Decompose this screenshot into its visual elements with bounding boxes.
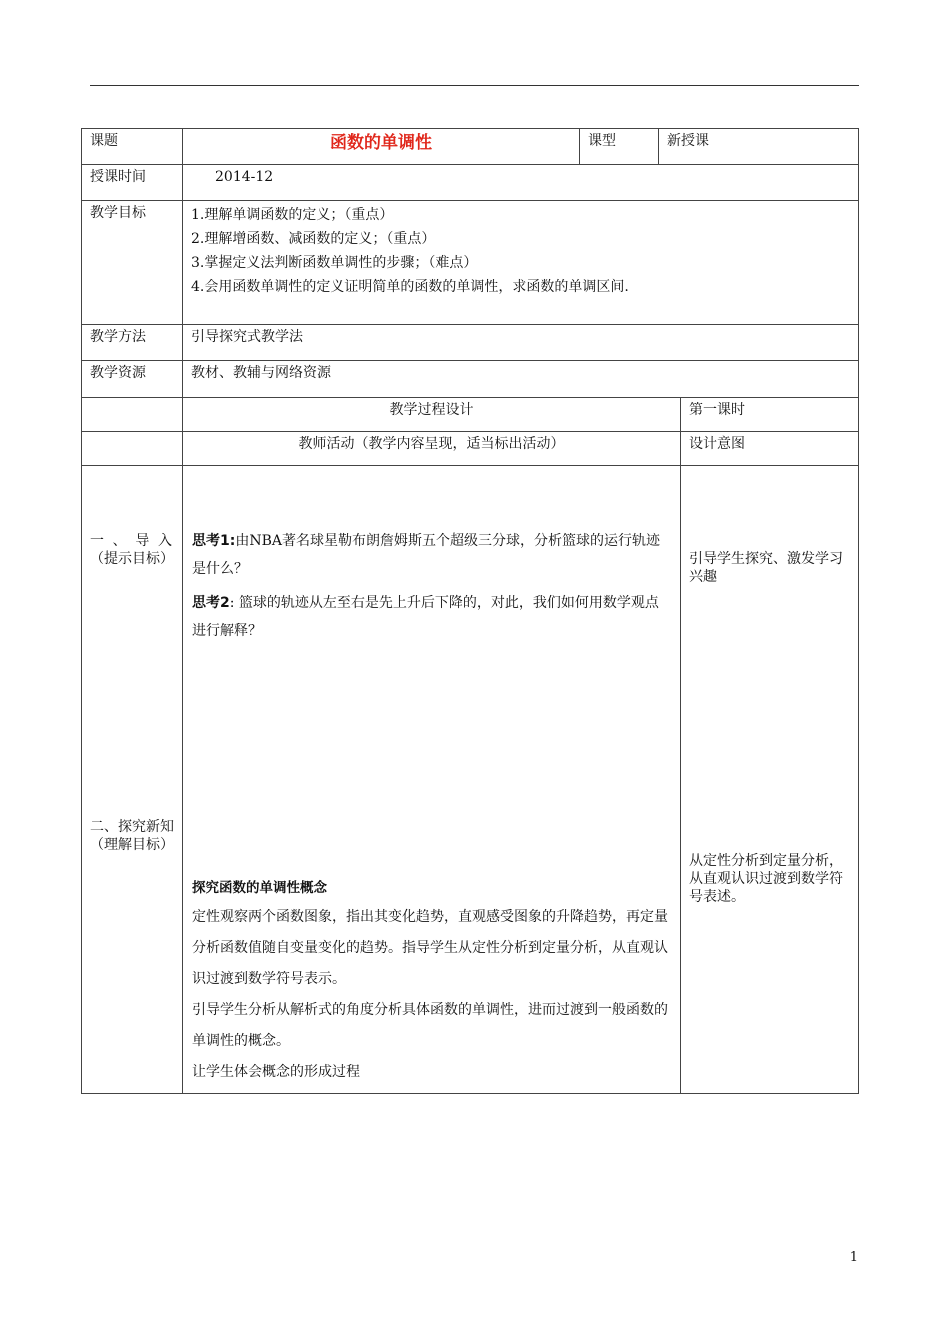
intent-label: 设计意图 <box>681 432 859 466</box>
objectives-list <box>183 201 859 325</box>
row-body <box>82 466 859 1094</box>
explore-block <box>192 874 670 1088</box>
row-activity-header <box>82 432 859 466</box>
objective-item: 2.理解增函数、减函数的定义；（重点） <box>191 231 436 247</box>
type-value: 新授课 <box>659 129 859 165</box>
teacher-activity-label: 教师活动（教学内容呈现，适当标出活动） <box>183 432 681 466</box>
course-title: 函数的单调性 <box>183 129 580 165</box>
explore-paragraph-2: 引导学生分析从解析式的角度分析具体函数的单调性，进而过渡到一般函数的单调性的概念。 <box>192 1002 668 1049</box>
objective-item: 1.理解单调函数的定义；（重点） <box>191 207 394 223</box>
lesson-plan-table <box>81 128 859 1094</box>
course-label: 课题 <box>82 129 183 165</box>
intent-intro: 引导学生探究、激发学习兴趣 <box>689 551 843 585</box>
row-resources <box>82 361 859 398</box>
stage-cell <box>82 466 183 1094</box>
stage-intro: 一、导入（提示目标） <box>90 533 174 567</box>
explore-paragraph-3: 让学生体会概念的形成过程 <box>192 1064 360 1080</box>
process-design-label: 教学过程设计 <box>183 398 681 432</box>
question-2-text: : 篮球的轨迹从左至右是先上升后下降的，对此，我们如何用数学观点进行解释？ <box>192 595 659 639</box>
question-1-text: 由NBA著名球星勒布朗詹姆斯五个超级三分球，分析篮球的运行轨迹是什么？ <box>192 533 660 577</box>
thinking-block <box>192 527 670 645</box>
lesson-label: 第一课时 <box>681 398 859 432</box>
question-1-label: 思考1: <box>192 533 236 549</box>
method-label: 教学方法 <box>82 325 183 361</box>
explore-paragraph-1: 定性观察两个函数图象，指出其变化趋势，直观感受图象的升降趋势，再定量分析函数值随自变量变化的趋势。指导学生从定性分析到定量分析，从直观认识过渡到数学符号表示。 <box>192 909 668 987</box>
type-label: 课型 <box>580 129 659 165</box>
header-rule <box>90 85 859 86</box>
resources-value: 教材、教辅与网络资源 <box>183 361 859 398</box>
question-2 <box>192 589 670 645</box>
objective-item: 3.掌握定义法判断函数单调性的步骤；（难点） <box>191 255 478 271</box>
explore-heading: 探究函数的单调性概念 <box>192 880 327 896</box>
intent-explore: 从定性分析到定量分析，从直观认识过渡到数学符号表述。 <box>689 853 843 905</box>
row-method <box>82 325 859 361</box>
row-objectives <box>82 201 859 325</box>
objective-item: 4.会用函数单调性的定义证明简单的函数的单调性，求函数的单调区间. <box>191 279 629 295</box>
time-label: 授课时间 <box>82 165 183 201</box>
question-1 <box>192 527 670 583</box>
activity-cell <box>183 466 681 1094</box>
stage-explore: 二、探究新知（理解目标） <box>90 819 174 853</box>
resources-label: 教学资源 <box>82 361 183 398</box>
method-value: 引导探究式教学法 <box>183 325 859 361</box>
row-process <box>82 398 859 432</box>
question-2-label: 思考2 <box>192 595 230 611</box>
intent-cell <box>681 466 859 1094</box>
objectives-label: 教学目标 <box>82 201 183 325</box>
page-number: 1 <box>849 1250 858 1265</box>
time-value: 2014-12 <box>183 165 859 201</box>
row-time <box>82 165 859 201</box>
row-course <box>82 129 859 165</box>
